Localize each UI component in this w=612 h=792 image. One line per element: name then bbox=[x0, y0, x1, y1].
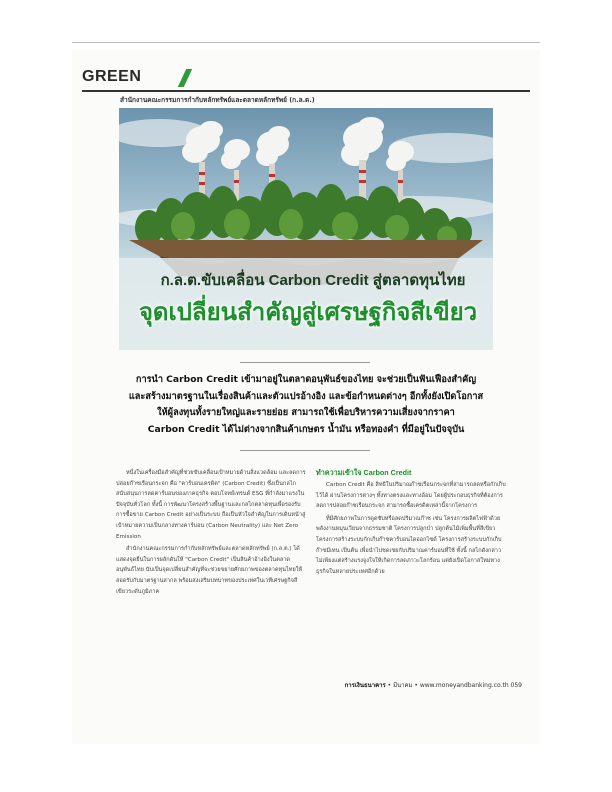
section-header bbox=[82, 68, 530, 90]
magazine-page bbox=[72, 50, 540, 744]
lead-line: และสร้างมาตรฐานในเรื่องสินค้าและตัวแปรอ้างอิง และข้อกำหนดต่างๆ อีกทั้งยังเปิดโอกาส bbox=[128, 390, 484, 402]
column-heading: ทำความเข้าใจ Carbon Credit bbox=[316, 468, 412, 477]
hero-kicker: ก.ล.ต.ขับเคลื่อน Carbon Credit สู่ตลาดทุนไทย bbox=[160, 272, 466, 289]
body-paragraph: หนึ่งในเครื่องมือสำคัญที่ช่วยขับเคลื่อนเป้าหมายด้านสิ่งแวดล้อม และลดการปล่อยก๊าซเรือนกระจก คือ "คาร์บอนเครดิต" (Carbon Credit) ซึ่งเป็นกลไกสนับสนุนการลดคาร์บอนของภาคธุรกิจ ตอบโจทย์เทรนด์ ESG ที่กำลังมาแรงในปัจจุบันทั่วโลก ทั้งนี้ การพัฒนาโครงสร้างพื้นฐานและกลไกตลาดทุนเพื่อรองรับการซื้อขาย Carbon Credit อย่างเป็นระบบ ถือเป็นหัวใจสำคัญในการเดินหน้าสู่เป้าหมายความเป็นกลางทางคาร์บอน (Carbon Neutrality) และ Net Zero Emission bbox=[116, 470, 306, 540]
body-paragraph: ที่มีศักยภาพในการดูดซับหรือลดปริมาณก๊าซ เช่น โครงการผลิตไฟฟ้าด้วยพลังงานหมุนเวียนจากธรรมชาติ โครงการปลูกป่า ปลูกต้นไม้เพิ่มพื้นที่สีเขียว โครงการสร้างระบบกักเก็บก๊าซคาร์บอนไดออกไซด์ โครงการสร้างระบบกักเก็บก๊าซมีเทน เป็นต้น เพื่อนำไปชดเชยกับปริมาณคาร์บอนที่ใช้ ทั้งนี้ กลไกดังกล่าว ไม่เพียงแต่สร้างแรงจูงใจให้เกิดการลดภาวะโลกร้อน แต่ยังเปิดโอกาสใหม่ทางธุรกิจในหลายประเทศอีกด้วย bbox=[316, 515, 502, 575]
hero-title: จุดเปลี่ยนสำคัญสู่เศรษฐกิจสีเขียว bbox=[138, 299, 478, 326]
section-divider bbox=[82, 90, 530, 92]
lead-paragraph bbox=[126, 372, 486, 438]
body-paragraph: Carbon Credit คือ สิทธิในปริมาณก๊าซเรือนกระจกที่สามารถลดหรือกักเก็บไว้ได้ ผ่านโครงการต่างๆ ทั้งทางตรงและทางอ้อม โดยผู้ประกอบธุรกิจที่ต้องการลดการปล่อยก๊าซเรือนกระจก สามารถซื้อเครดิตเหล่านี้จากโครงการ bbox=[316, 482, 506, 510]
lead-line: Carbon Credit ได้ไม่ต่างจากสินค้าเกษตร น้ำมัน หรือทองคำ ที่มีอยู่ในปัจจุบัน bbox=[147, 423, 465, 435]
hero-image bbox=[119, 108, 493, 350]
footer-page-number: 059 bbox=[510, 682, 522, 689]
lead-rule-top bbox=[240, 362, 370, 363]
top-rule bbox=[72, 42, 540, 43]
lead-line: การนำ Carbon Credit เข้ามาอยู่ในตลาดอนุพันธ์ของไทย จะช่วยเป็นฟันเฟืองสำคัญ bbox=[135, 374, 477, 385]
body-column-right bbox=[316, 468, 506, 579]
lead-rule-bottom bbox=[240, 450, 370, 451]
body-column-left bbox=[116, 468, 306, 599]
lead-line: ให้ผู้ลงทุนทั้งรายใหญ่และรายย่อย สามารถใช้เพื่อบริหารความเสี่ยงจากราคา bbox=[157, 407, 455, 418]
section-tag: GREEN bbox=[82, 68, 142, 85]
publisher-subhead: สำนักงานคณะกรรมการกำกับหลักทรัพย์และตลาดหลักทรัพย์ (ก.ล.ต.) bbox=[120, 96, 315, 104]
footer-issue: • มีนาคม • www.moneyandbanking.co.th bbox=[387, 682, 509, 689]
body-paragraph: สำนักงานคณะกรรมการกำกับหลักทรัพย์และตลาดหลักทรัพย์ (ก.ล.ต.) ได้แสดงจุดยืนในการผลักดันให้ "Carbon Credit" เป็นสินค้าอ้างอิงในตลาดอนุพันธ์ไทย นับเป็นจุดเปลี่ยนสำคัญที่จะช่วยขยายศักยภาพของตลาดทุนไทยให้สอดรับกับมาตรฐานสากล พร้อมส่งเสริมบทบาทของประเทศในเวทีเศรษฐกิจสีเขียวระดับภูมิภาค bbox=[116, 546, 303, 595]
section-slash-mark bbox=[178, 69, 192, 87]
page-footer bbox=[252, 680, 522, 690]
footer-publication: การเงินธนาคาร bbox=[344, 682, 386, 689]
